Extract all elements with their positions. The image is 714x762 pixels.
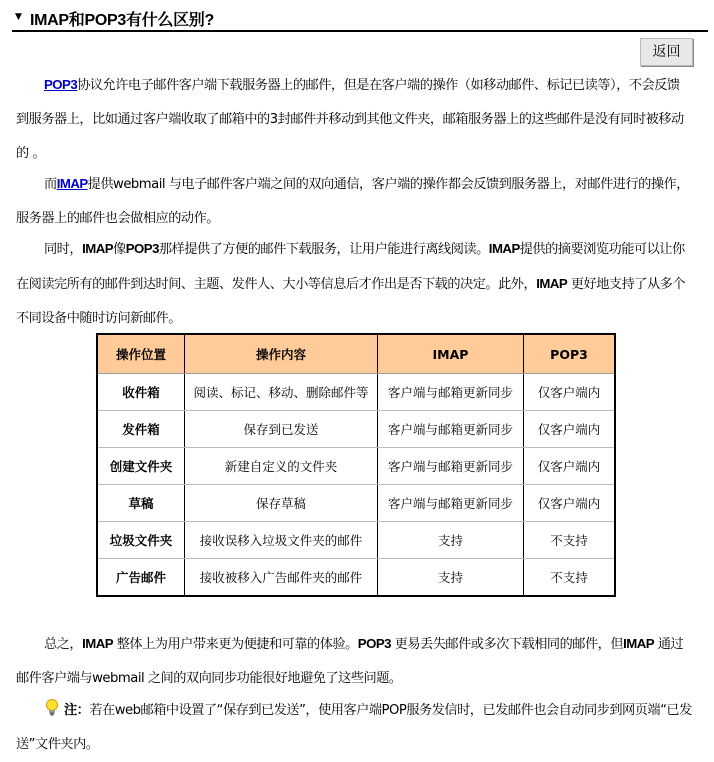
table-row <box>97 522 615 559</box>
paragraph-text: 而 <box>44 177 57 192</box>
paragraph-summary <box>16 627 692 696</box>
table-cell: 垃圾文件夹 <box>97 522 185 559</box>
table-row <box>97 374 615 411</box>
paragraph-text: 提供的摘要浏览功能可以让你在阅读完所有的邮件到达时间、主题、发件人、大小等信息后才作出是否下载的决定。此外， <box>16 242 685 292</box>
table-cell: 接收被移入广告邮件夹的邮件 <box>185 559 378 597</box>
table-cell: 保存到已发送 <box>185 411 378 448</box>
table-cell: 创建文件夹 <box>97 448 185 485</box>
table-cell: 发件箱 <box>97 411 185 448</box>
paragraph-text: 更易丢失邮件或多次下载相同的邮件，但 <box>390 637 624 652</box>
comparison-table <box>96 333 616 597</box>
table-cell: 仅客户端内 <box>524 448 616 485</box>
bold-term: IMAP <box>82 636 114 651</box>
bold-term: POP3 <box>125 241 159 256</box>
bold-term: IMAP <box>82 241 114 256</box>
table-cell: 仅客户端内 <box>524 485 616 522</box>
table-cell: 草稿 <box>97 485 185 522</box>
table-cell: 接收误移入垃圾文件夹的邮件 <box>185 522 378 559</box>
note-label: 注： <box>64 702 90 717</box>
table-cell: 支持 <box>378 522 524 559</box>
table-cell: 仅客户端内 <box>524 411 616 448</box>
table-row <box>97 559 615 597</box>
note-paragraph <box>16 693 692 762</box>
table-cell: 阅读、标记、移动、删除邮件等 <box>185 374 378 411</box>
table-cell: 支持 <box>378 559 524 597</box>
paragraph-text: 通过邮件客户端与webmail 之间的双向同步功能很好地避免了这些问题。 <box>16 637 684 686</box>
table-row <box>97 448 615 485</box>
column-header: 操作位置 <box>97 334 185 374</box>
table-cell: 仅客户端内 <box>524 374 616 411</box>
paragraph-text: 提供webmail 与电子邮件客户端之间的双向通信，客户端的操作都会反馈到服务器上，对邮件进行的操作，服务器上的邮件也会做相应的动作。 <box>16 177 689 226</box>
pop3-link[interactable]: POP3 <box>44 77 78 92</box>
table-cell: 客户端与邮箱更新同步 <box>378 374 524 411</box>
table-cell: 客户端与邮箱更新同步 <box>378 485 524 522</box>
table-cell: 新建自定义的文件夹 <box>185 448 378 485</box>
paragraph-text: 协议允许电子邮件客户端下载服务器上的邮件，但是在客户端的操作（如移动邮件、标记已读等），不会反馈到服务器上，比如通过客户端收取了邮箱中的3封邮件并移动到其他文件夹，邮箱服务器上的这些邮件是没有同时被移动的 。 <box>16 78 684 161</box>
bold-term: IMAP <box>536 276 568 291</box>
paragraph-text: 那样提供了方便的邮件下载服务，让用户能进行离线阅读。 <box>158 242 489 257</box>
column-header: 操作内容 <box>185 334 378 374</box>
table-header-row <box>97 334 615 374</box>
paragraph-text: 更好地支持了从多个不同设备中随时访问新邮件。 <box>16 277 686 326</box>
table-cell: 不支持 <box>524 559 616 597</box>
bold-term: POP3 <box>357 636 391 651</box>
bold-term: IMAP <box>623 636 655 651</box>
imap-link[interactable]: IMAP <box>56 176 88 191</box>
table-cell: 收件箱 <box>97 374 185 411</box>
table-cell: 广告邮件 <box>97 559 185 597</box>
paragraph-pop3 <box>16 68 692 171</box>
paragraph-text: 整体上为用户带来更为便捷和可靠的体验。 <box>113 637 358 652</box>
bold-term: IMAP <box>488 241 520 256</box>
table-cell: 不支持 <box>524 522 616 559</box>
paragraph-text: 总之， <box>44 637 83 652</box>
table-cell: 客户端与邮箱更新同步 <box>378 411 524 448</box>
table-row <box>97 411 615 448</box>
collapse-triangle-icon[interactable]: ▼ <box>15 12 22 22</box>
table-cell: 保存草稿 <box>185 485 378 522</box>
column-header: IMAP <box>378 334 524 374</box>
paragraph-comparison <box>16 232 692 336</box>
paragraph-text: 同时， <box>44 242 83 257</box>
lightbulb-icon <box>44 699 60 717</box>
page-title: IMAP和POP3有什么区别? <box>30 12 214 29</box>
note-text: 若在web邮箱中设置了“保存到已发送”，使用客户端POP服务发信时，已发邮件也会自动同步到网页端“已发送”文件夹内。 <box>16 703 692 752</box>
paragraph-imap <box>16 167 692 236</box>
column-header: POP3 <box>524 334 616 374</box>
back-button[interactable]: 返回 <box>640 38 693 66</box>
table-row <box>97 485 615 522</box>
section-header <box>12 6 708 32</box>
table-cell: 客户端与邮箱更新同步 <box>378 448 524 485</box>
paragraph-text: 像 <box>113 242 126 257</box>
